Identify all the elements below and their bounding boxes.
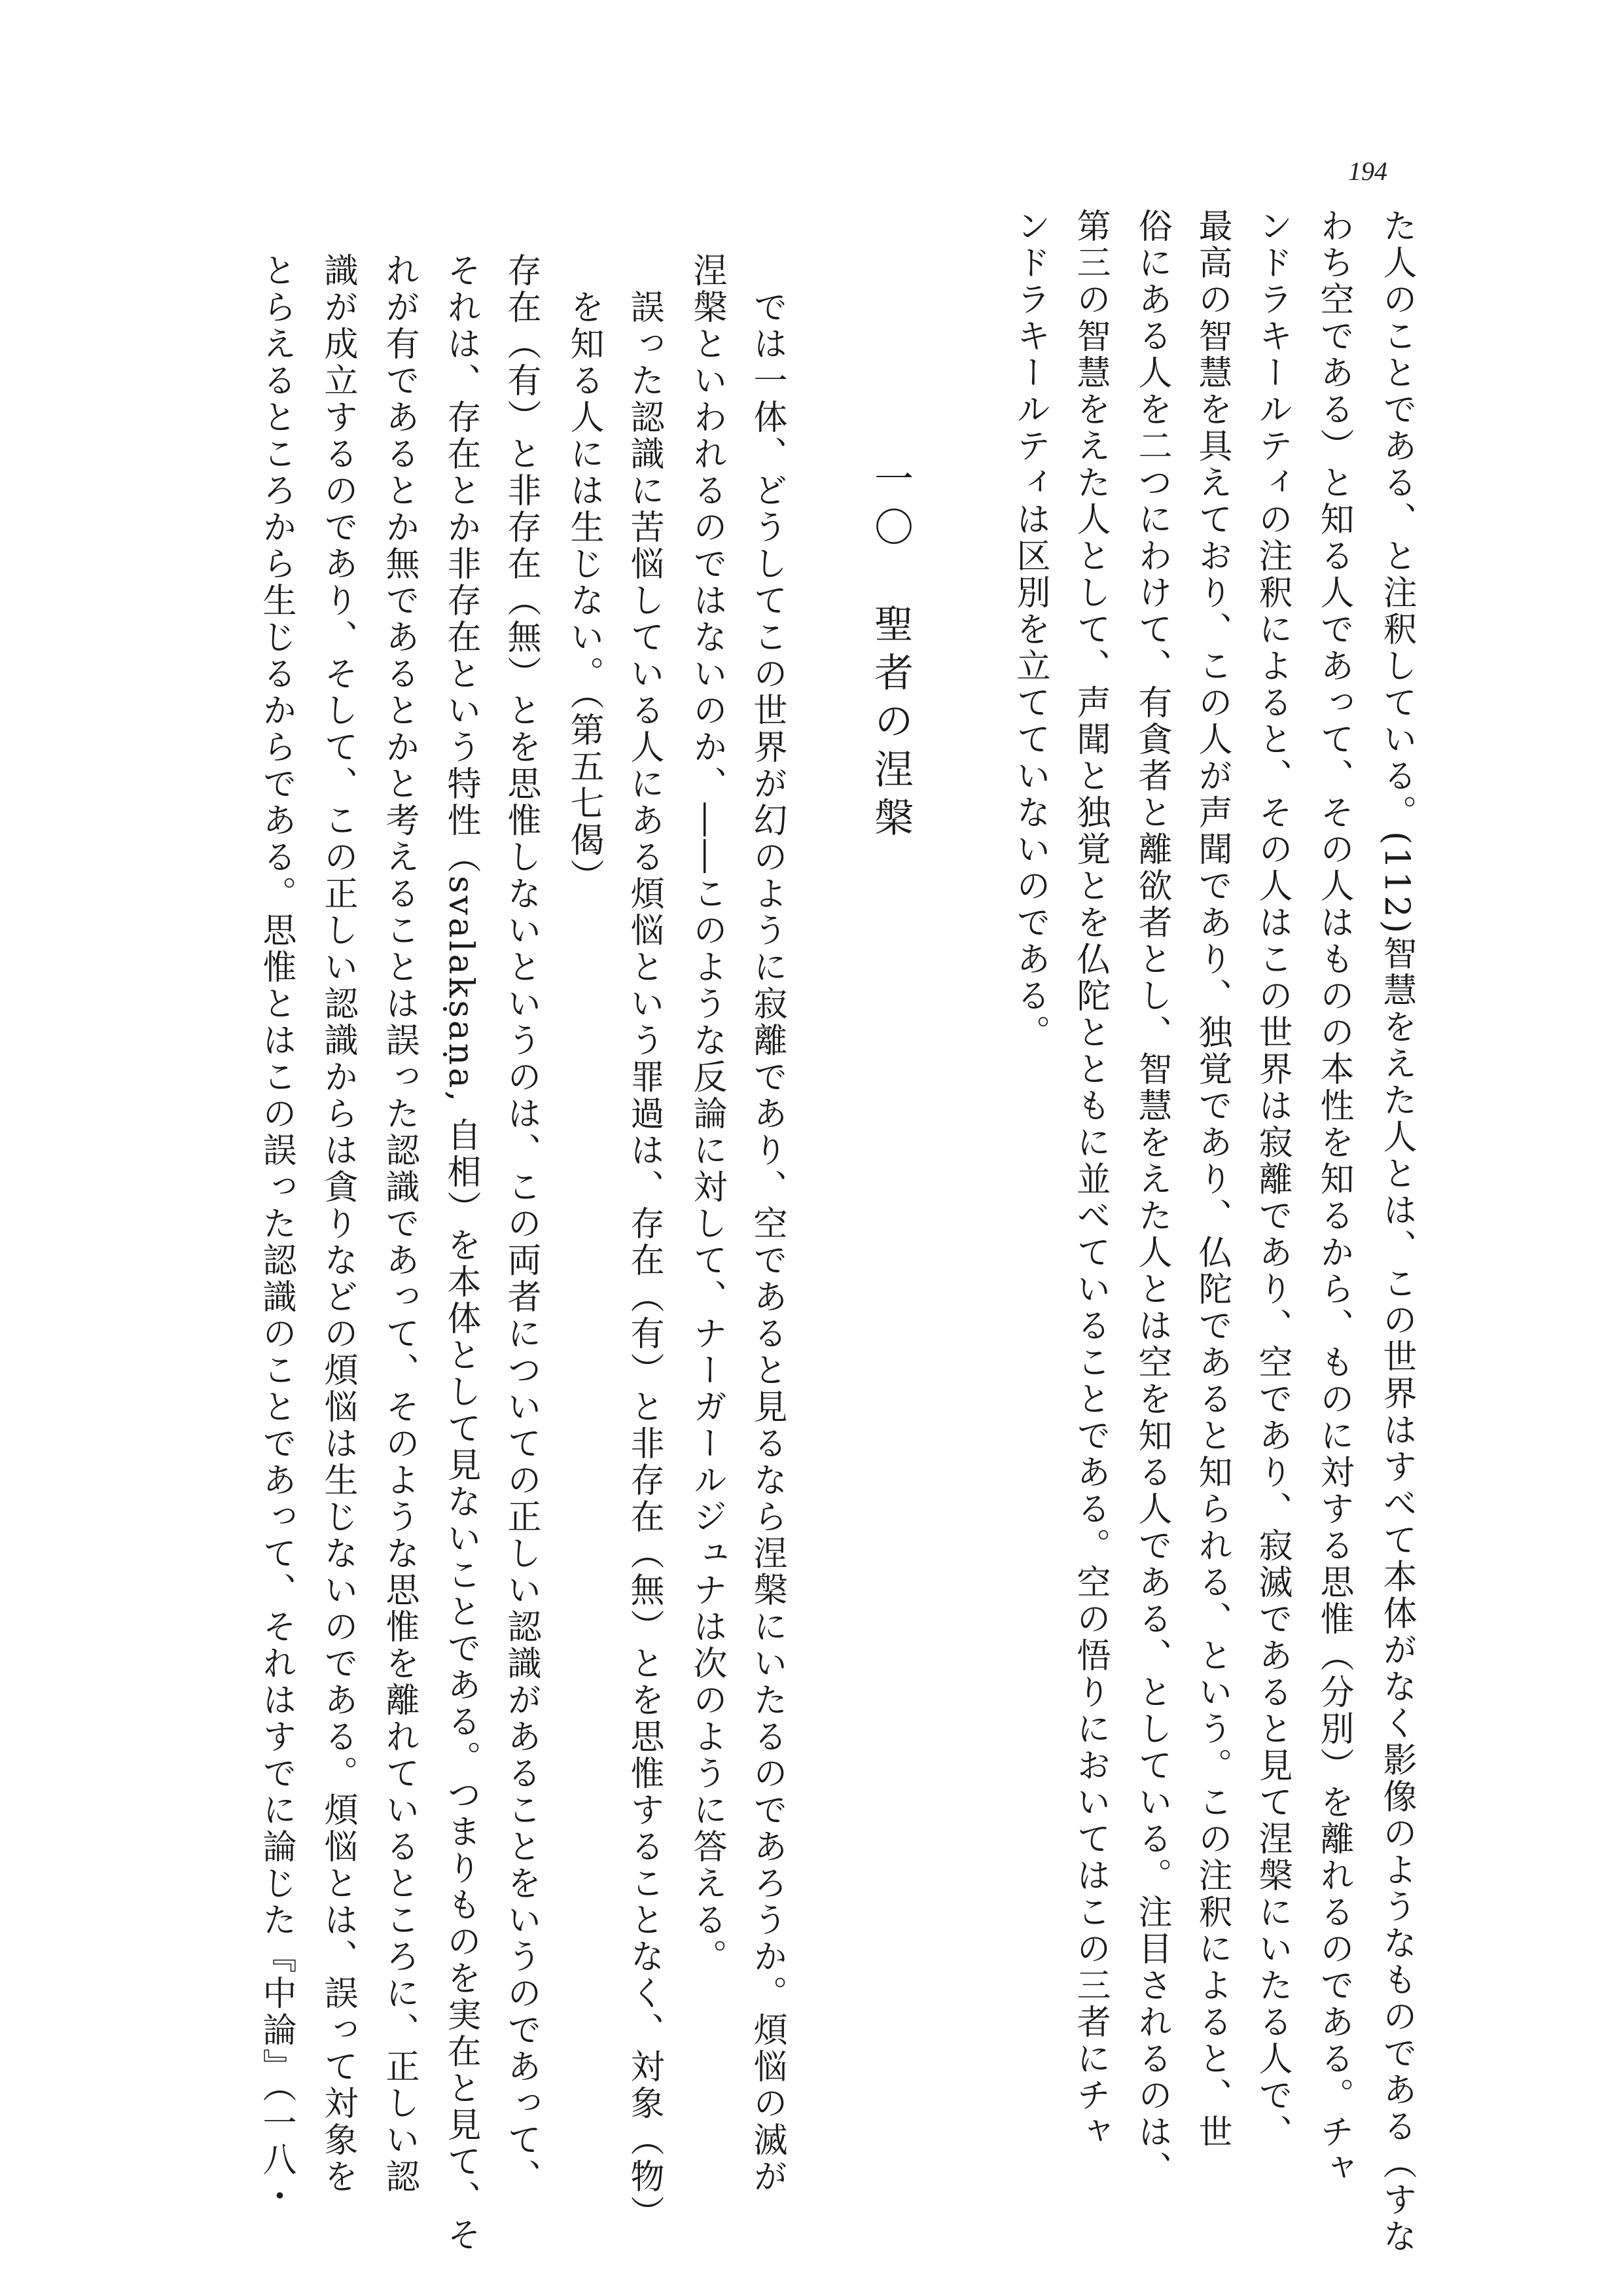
block-quote-column: を知る人には生じない。（第五七偈） — [564, 253, 603, 895]
page-number: 194 — [1348, 156, 1387, 186]
text-column: 涅槃といわれるのではないのか、――このような反論に対して、ナーガールジュナは次のように答える。 — [687, 253, 726, 1975]
text-column: 最高の智慧を具えており、この人が声聞であり、独覚であり、仏陀であると知られる、という。この注釈によると、世 — [1192, 208, 1232, 2151]
section-heading: 一〇 聖者の涅槃 — [868, 458, 914, 846]
text-column: ンドラキールティの注釈によると、その人はこの世界は寂離であり、空であり、寂滅であると見て涅槃にいたる人で、 — [1253, 208, 1292, 2151]
text-column: 俗にある人を二つにわけて、有貪者と離欲者とし、智慧をえた人とは空を知る人である、としている。注目されるのは、 — [1132, 208, 1171, 2187]
text-column: 存在（有）と非存在（無）とを思惟しないというのは、この両者についての正しい認識があることをいうのであって、 — [501, 253, 541, 2195]
text-column: た人のことである、と注釈している。(112)智慧をえた人とは、この世界はすべて本体がなく影像のようなものである（すな — [1377, 208, 1416, 2255]
text-column: わち空である）と知る人であって、その人はものの本性を知るから、ものに対する思惟（分別）を離れるのである。チャ — [1314, 208, 1353, 2187]
text-column: 第三の智慧をえた人として、声聞と独覚とを仏陀とともに並べていることである。空の悟りにおいてはこの三者にチャ — [1071, 208, 1110, 2151]
text-column: それは、存在とか非存在という特性（svalakṣaṇa, 自相）を本体として見ないことである。つまりものを実在と見て、そ — [441, 253, 480, 2254]
text-column: では一体、どうしてこの世界が幻のように寂離であり、空であると見るなら涅槃にいたるのであろうか。煩悩の滅が — [747, 253, 787, 2195]
text-column: ンドラキールティは区別を立てていないのである。 — [1010, 208, 1050, 1051]
block-quote-column: 誤った認識に苦悩している人にある煩悩という罪過は、存在（有）と非存在（無）とを思惟することなく、対象（物） — [624, 253, 664, 2232]
text-column: れが有であるとか無であるとかと考えることは誤った認識であって、そのような思惟を離れているところに、正しい認 — [380, 253, 419, 2195]
text-column: 識が成立するのであり、そして、この正しい認識からは貪りなどの煩悩は生じないのである。煩悩とは、誤って対象を — [318, 253, 357, 2195]
text-column: とらえるところから生じるからである。思惟とはこの誤った認識のことであって、それはすでに論じた『中論』（一八・ — [257, 253, 296, 2215]
